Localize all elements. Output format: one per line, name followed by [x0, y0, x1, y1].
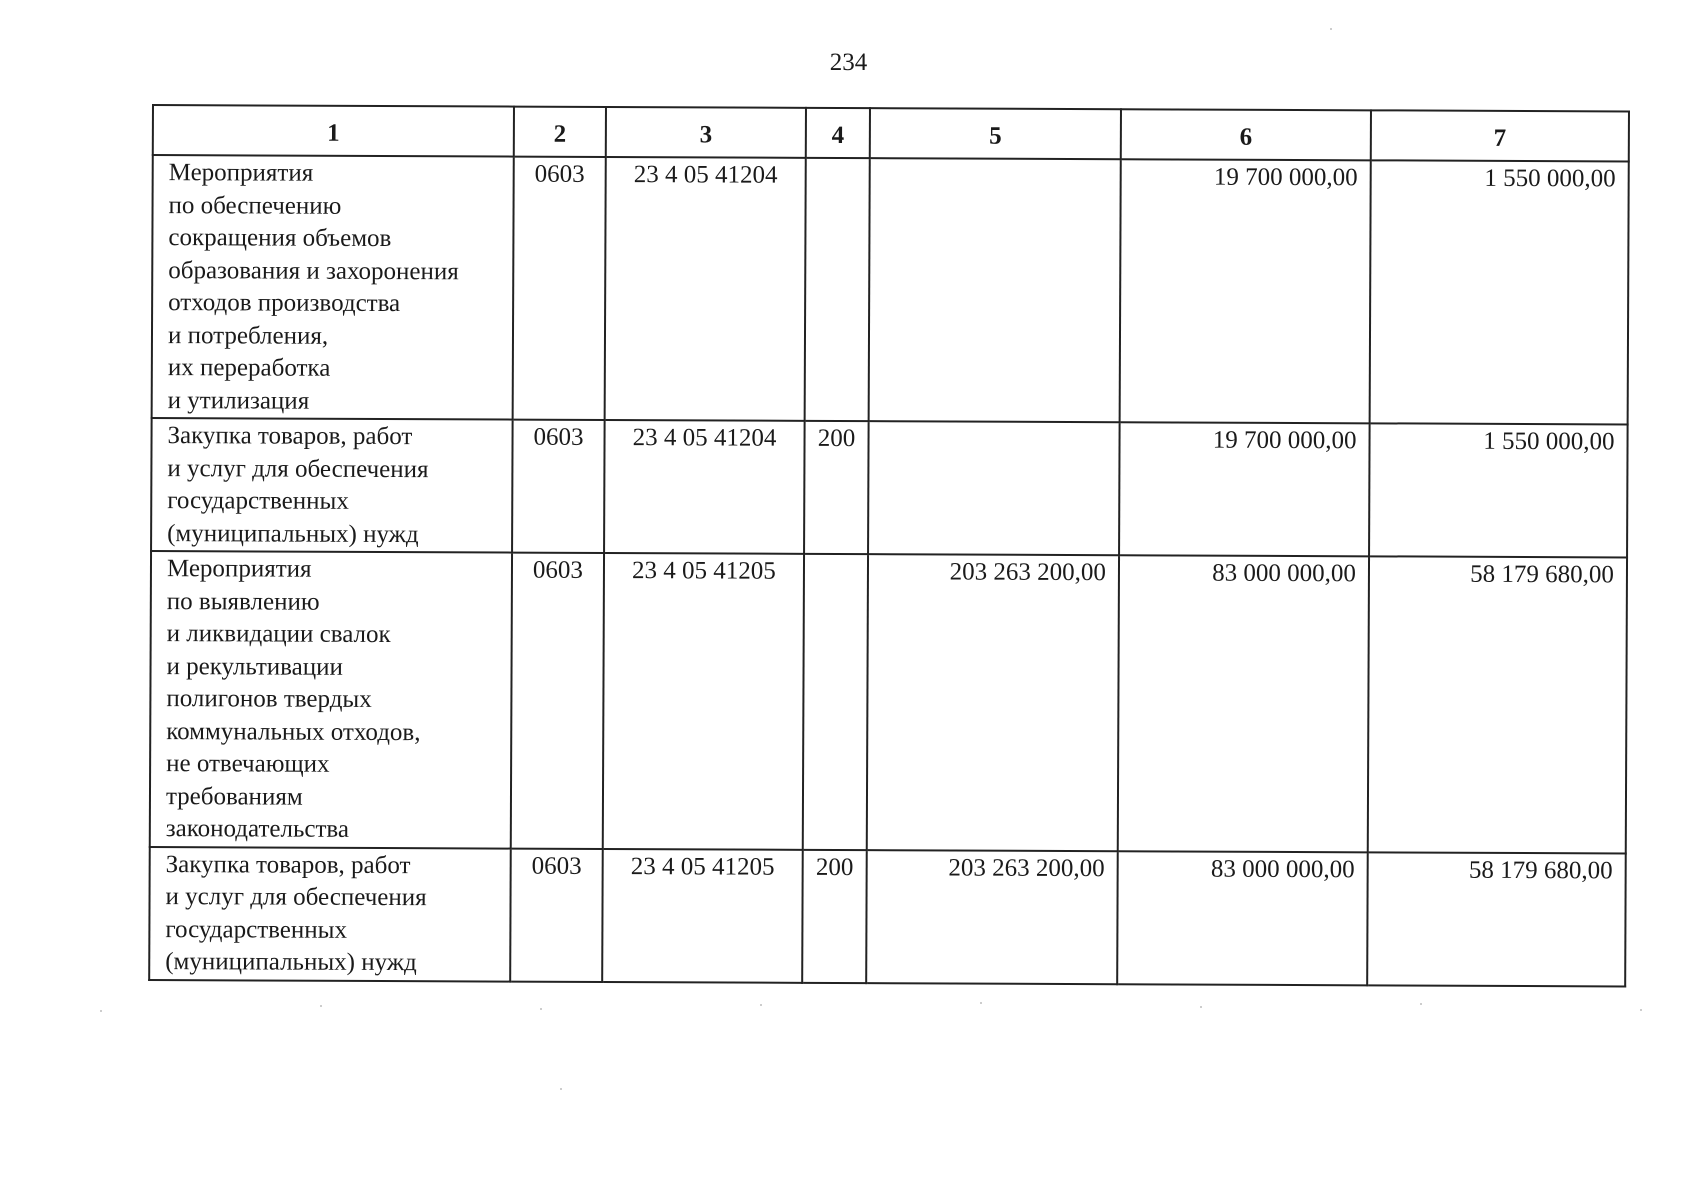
row-section: 0603: [513, 157, 606, 420]
column-header-1: 1: [153, 105, 514, 157]
row-expense-type: 200: [804, 421, 869, 554]
scan-speck: [100, 1010, 102, 1012]
scan-speck: [320, 1005, 322, 1007]
row-col6: 83 000 000,00: [1118, 555, 1369, 852]
row-target: 23 4 05 41204: [605, 157, 806, 421]
column-header-3: 3: [606, 107, 806, 158]
scan-speck: [1640, 1009, 1642, 1011]
table-row: [149, 846, 1626, 985]
row-col5: 203 263 200,00: [867, 554, 1119, 851]
row-section: 0603: [512, 420, 605, 553]
row-col7: 1 550 000,00: [1369, 423, 1628, 557]
scan-speck: [1200, 1006, 1202, 1008]
row-target: 23 4 05 41205: [602, 848, 803, 982]
row-expense-type: [805, 158, 870, 421]
column-header-7: 7: [1371, 110, 1629, 161]
row-col6: 83 000 000,00: [1117, 851, 1368, 985]
row-col6: 19 700 000,00: [1119, 422, 1370, 556]
scan-speck: [760, 1004, 762, 1006]
row-col7: 58 179 680,00: [1367, 852, 1626, 986]
row-col7: 1 550 000,00: [1370, 160, 1629, 424]
row-target: 23 4 05 41204: [604, 420, 805, 554]
table-header-row: [153, 105, 1629, 161]
row-col6: 19 700 000,00: [1120, 159, 1371, 423]
row-col5: 203 263 200,00: [866, 850, 1118, 984]
row-col5: [868, 421, 1120, 555]
row-col7: 58 179 680,00: [1368, 556, 1627, 853]
scan-speck: [1330, 28, 1332, 30]
table-row: [151, 418, 1628, 557]
row-expense-type: [803, 554, 868, 850]
row-section: 0603: [510, 848, 603, 981]
scan-speck: [540, 1008, 542, 1010]
row-name: Закупка товаров, работ и услуг для обеспечения государственных (муниципальных) нужд: [149, 846, 511, 981]
budget-table: [148, 104, 1630, 987]
row-name: Закупка товаров, работ и услуг для обеспечения государственных (муниципальных) нужд: [151, 418, 513, 553]
scan-speck: [1420, 1003, 1422, 1005]
table-row: [150, 551, 1627, 853]
scan-speck: [980, 1002, 982, 1004]
row-section: 0603: [511, 553, 604, 849]
column-header-2: 2: [514, 107, 606, 157]
column-header-4: 4: [806, 108, 870, 158]
column-header-5: 5: [870, 108, 1121, 159]
row-col5: [869, 158, 1121, 422]
page-number: 234: [829, 49, 868, 76]
row-name: Мероприятия по выявлению и ликвидации свалок и рекультивации полигонов твердых коммунальных отходов, не отвечающих требованиям законодательства: [150, 551, 512, 848]
row-target: 23 4 05 41205: [603, 553, 804, 849]
table-row: [152, 155, 1629, 424]
row-name: Мероприятия по обеспечению сокращения объемов образования и захоронения отходов производства и потребления, их переработка и утилизация: [152, 155, 514, 420]
row-expense-type: 200: [802, 849, 867, 982]
column-header-6: 6: [1121, 109, 1371, 160]
scan-speck: [560, 1088, 562, 1090]
